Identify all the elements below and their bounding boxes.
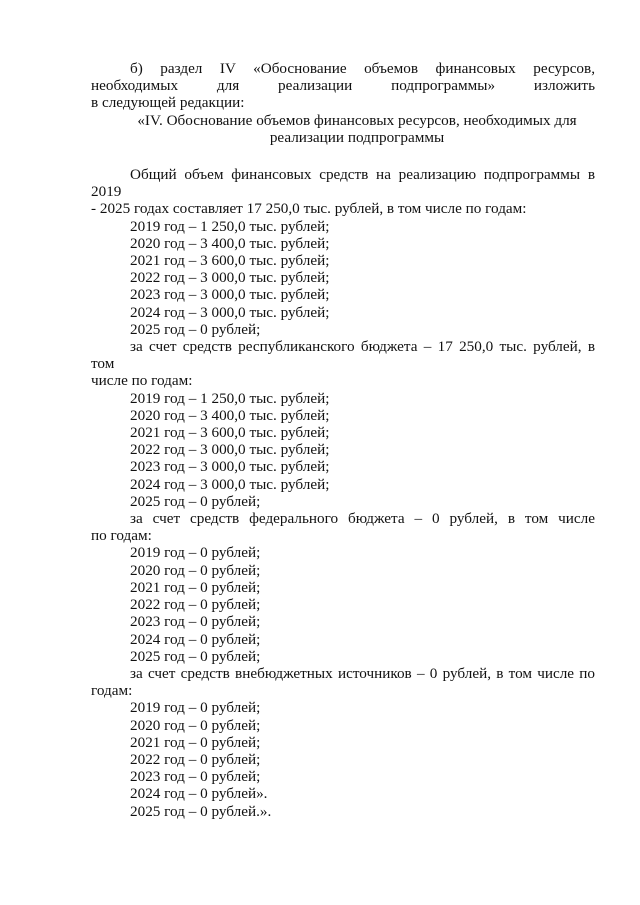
section-title-line-1: «IV. Обоснование объемов финансовых ресурсов, необходимых для bbox=[137, 111, 577, 129]
republic-line-2: числе по годам: bbox=[91, 372, 193, 390]
amendment-line-2: необходимых для реализации подпрограммы» изложить bbox=[91, 77, 595, 95]
list-item: 2020 год – 3 400,0 тыс. рублей; bbox=[130, 234, 330, 252]
list-item: 2021 год – 3 600,0 тыс. рублей; bbox=[130, 424, 330, 442]
federal-line-1: за счет средств федерального бюджета – 0 рублей, в том числе bbox=[130, 510, 595, 528]
amendment-line-1: б) раздел IV «Обоснование объемов финансовых ресурсов, bbox=[130, 60, 595, 77]
list-item: 2024 год – 3 000,0 тыс. рублей; bbox=[130, 475, 330, 493]
total-years-list bbox=[91, 218, 595, 338]
republic-years-list bbox=[91, 390, 595, 510]
amendment-line-3: в следующей редакции: bbox=[91, 94, 245, 112]
republic-line-1: за счет средств республиканского бюджета – 17 250,0 тыс. рублей, в том bbox=[91, 338, 595, 373]
list-item: 2020 год – 0 рублей; bbox=[130, 561, 261, 579]
federal-line-2: по годам: bbox=[91, 527, 152, 545]
extrabudget-years-list bbox=[91, 699, 595, 819]
list-item: 2024 год – 0 рублей; bbox=[130, 630, 261, 648]
list-item: 2024 год – 3 000,0 тыс. рублей; bbox=[130, 303, 330, 321]
list-item: 2020 год – 0 рублей; bbox=[130, 716, 261, 734]
spacer bbox=[91, 146, 595, 163]
list-item: 2025 год – 0 рублей.». bbox=[130, 802, 272, 820]
list-item: 2021 год – 0 рублей; bbox=[130, 578, 261, 596]
federal-years-list bbox=[91, 544, 595, 664]
list-item: 2022 год – 3 000,0 тыс. рублей; bbox=[130, 269, 330, 287]
list-item: 2023 год – 3 000,0 тыс. рублей; bbox=[130, 458, 330, 476]
list-item: 2024 год – 0 рублей». bbox=[130, 785, 268, 803]
list-item: 2022 год – 3 000,0 тыс. рублей; bbox=[130, 441, 330, 459]
total-line-2: - 2025 годах составляет 17 250,0 тыс. рублей, в том числе по годам: bbox=[91, 200, 527, 218]
list-item: 2019 год – 0 рублей; bbox=[130, 699, 261, 717]
list-item: 2019 год – 0 рублей; bbox=[130, 544, 261, 562]
list-item: 2020 год – 3 400,0 тыс. рублей; bbox=[130, 406, 330, 424]
list-item: 2021 год – 3 600,0 тыс. рублей; bbox=[130, 252, 330, 270]
extrabudget-line-2: годам: bbox=[91, 682, 133, 700]
document-body bbox=[91, 60, 595, 820]
list-item: 2025 год – 0 рублей; bbox=[130, 647, 261, 665]
list-item: 2023 год – 0 рублей; bbox=[130, 768, 261, 786]
total-line-1: Общий объем финансовых средств на реализацию подпрограммы в 2019 bbox=[91, 166, 595, 201]
extrabudget-line-1: за счет средств внебюджетных источников – 0 рублей, в том числе по bbox=[130, 664, 595, 682]
list-item: 2025 год – 0 рублей; bbox=[130, 492, 261, 510]
section-title-line-2: реализации подпрограммы bbox=[269, 128, 445, 146]
list-item: 2022 год – 0 рублей; bbox=[130, 596, 261, 614]
list-item: 2023 год – 0 рублей; bbox=[130, 613, 261, 631]
list-item: 2022 год – 0 рублей; bbox=[130, 750, 261, 768]
list-item: 2025 год – 0 рублей; bbox=[130, 320, 261, 338]
list-item: 2023 год – 3 000,0 тыс. рублей; bbox=[130, 286, 330, 304]
list-item: 2021 год – 0 рублей; bbox=[130, 733, 261, 751]
list-item: 2019 год – 1 250,0 тыс. рублей; bbox=[130, 389, 330, 407]
list-item: 2019 год – 1 250,0 тыс. рублей; bbox=[130, 217, 330, 235]
